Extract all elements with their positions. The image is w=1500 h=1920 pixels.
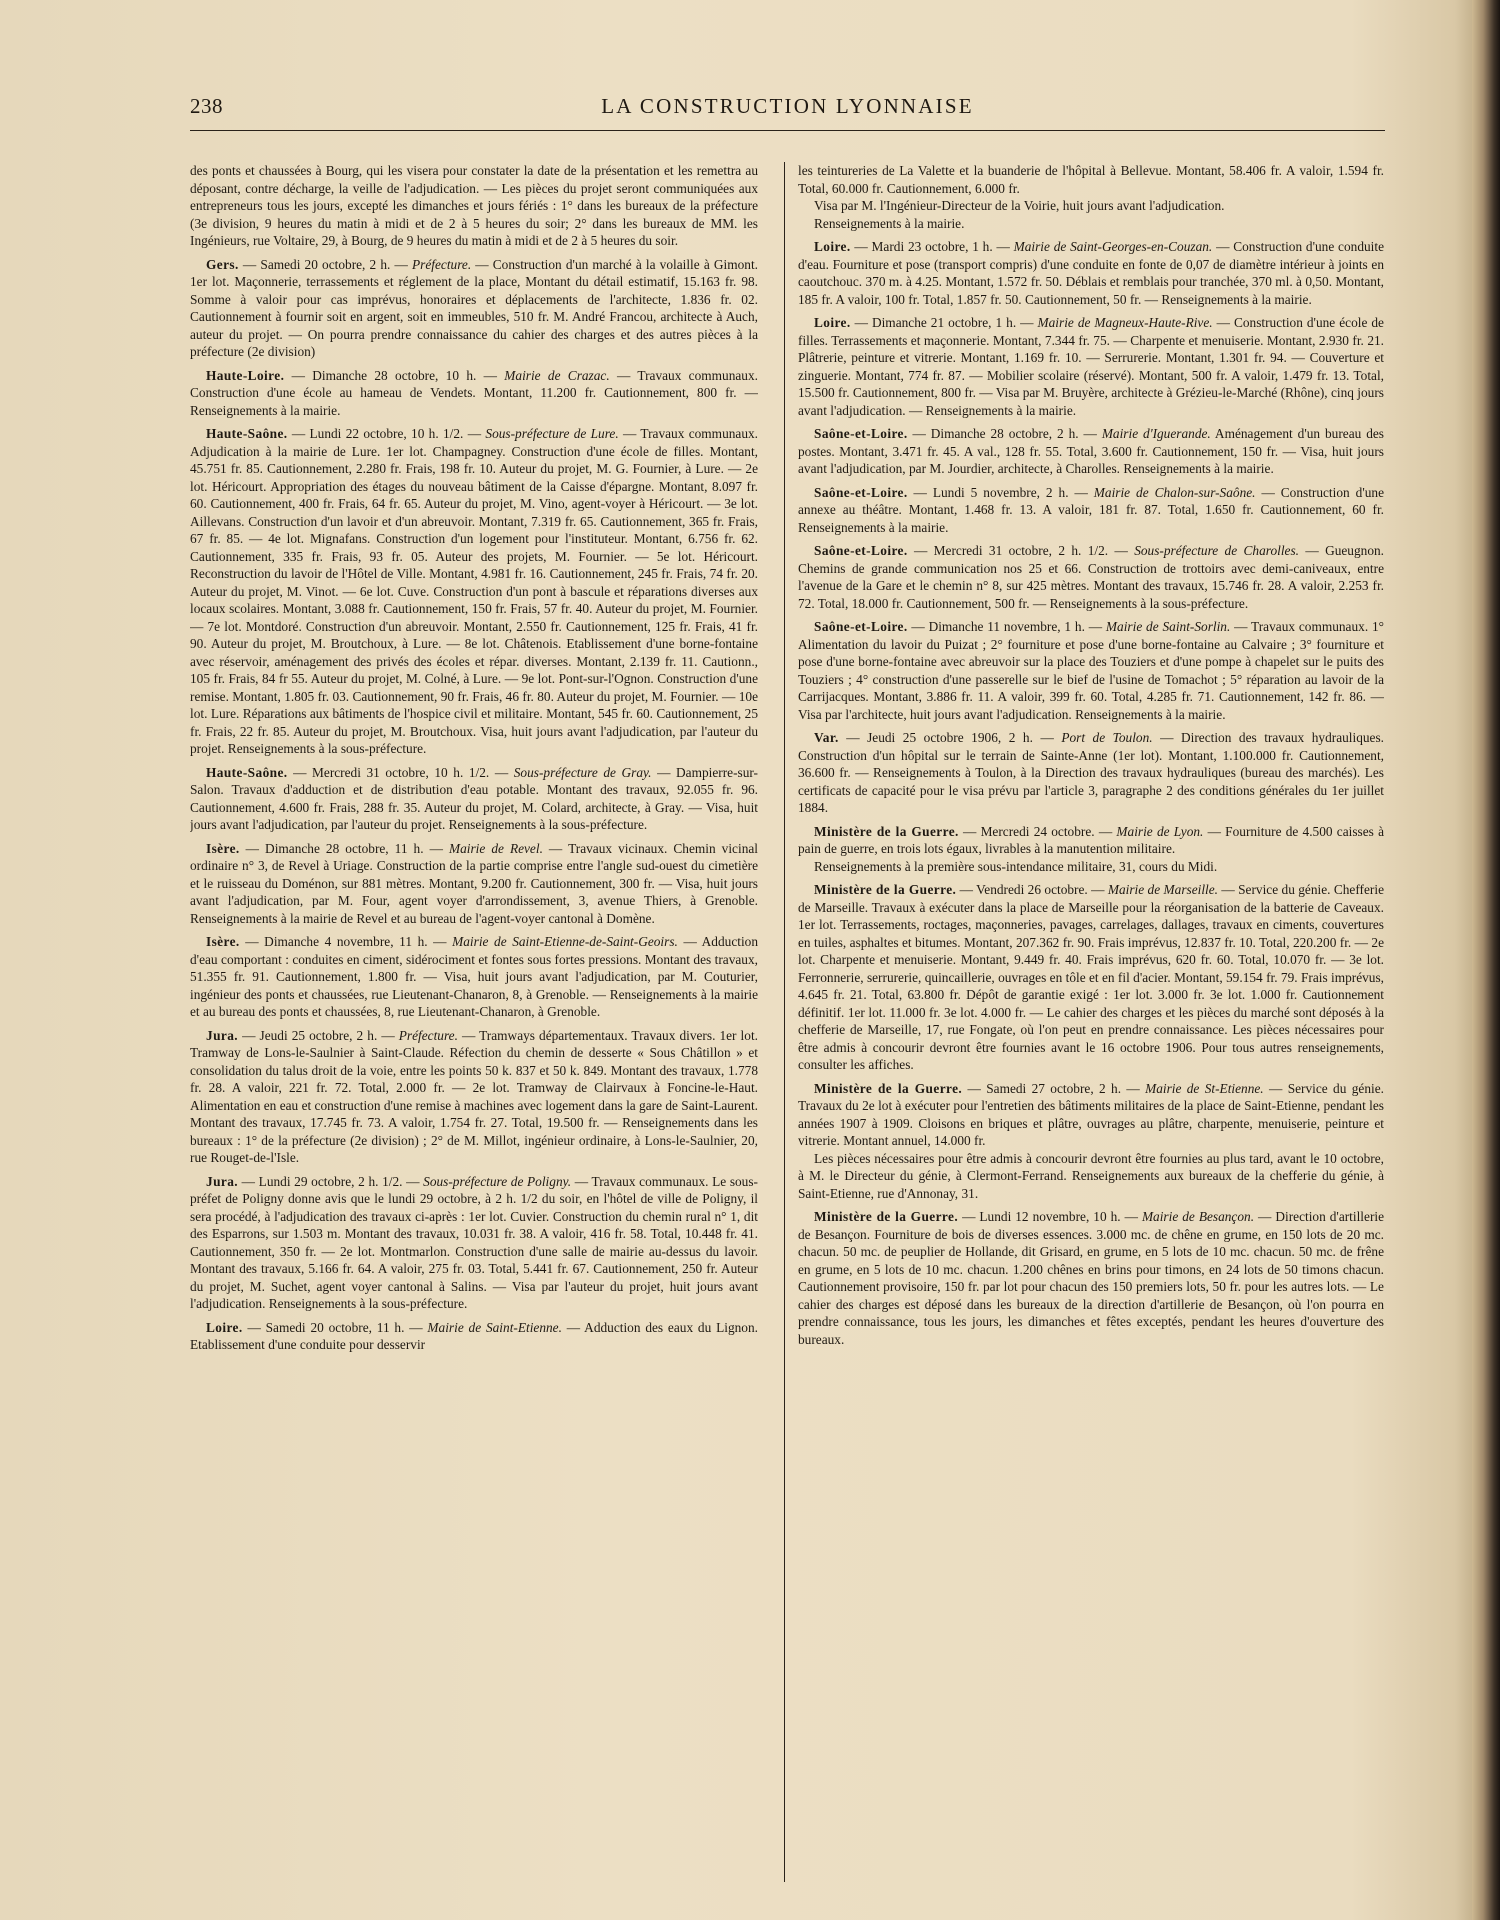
notice-text: — Travaux communaux. Adjudication à la mairie de Lure. 1er lot. Champagney. Construction d'une école de filles. Montant, 45.751 fr. 85. Cautionnement, 2.280 fr. Frais, 198 fr. 10. Auteur du projet, M. G. Fournier, à Lure. — 2e lot. Héricourt. Appropriation des étages du nouveau bâtiment de la Caisse d'épargne. Montant, 8.097 fr. 60. Cautionnement, 400 fr. Frais, 64 fr. 65. Auteur du projet, M. Vino, agent-voyer à Héricourt. — 3e lot. Aillevans. Construction d'un lavoir et d'un abreuvoir. Montant, 7.319 fr. 65. Cautionnement, 365 fr. Frais, 67 fr. 85. — 4e lot. Mignafans. Construction d'un logement pour l'instituteur. Montant, 6.756 fr. 62. Cautionnement, 335 fr. Frais, 93 fr. 05. Auteur des projets, M. Fournier. — 5e lot. Héricourt. Reconstruction du lavoir de l'Hôtel de Ville. Montant, 4.981 fr. 16. Cautionnement, 245 fr. Frais, 74 fr. 20. Auteur du projet, M. Vinot. — 6e lot. Cuve. Construction d'un pont à bascule et réparations diverses aux locaux scolaires. Montant, 3.088 fr. Cautionnement, 150 fr. Frais, 57 fr. 40. Auteur du projet, M. Fournier. — 7e lot. Montdoré. Construction d'un abreuvoir. Montant, 2.550 fr. Cautionnement, 125 fr. Frais, 41 fr. 90. Auteur du projet, M. Broutchoux, à Lure. — 8e lot. Châtenois. Etablissement d'une borne-fontaine avec réservoir, aménagement des privés des écoles et répar. diverses. Montant, 2.139 fr. 11. Cautionn., 105 fr. Frais, 84 fr 55. Auteur du projet, M. Colné, à Lure. — 9e lot. Pont-sur-l'Ognon. Construction d'une remise. Montant, 1.805 fr. 03. Cautionnement, 90 fr. Frais, 46 fr. 80. Auteur du projet, M. Fournier. — 10e lot. Lure. Réparations aux bâtiments de l'hospice civil et militaire. Montant, 545 fr. 60. Cautionnement, 25 fr. Frais, 22 fr. 85. Auteur du projet, M. Broutchoux. Visa, huit jours avant l'adjudication, par l'auteur du projet. Renseignements à la sous-préfecture. xyxy=(190,426,758,756)
notice-date: — Jeudi 25 octobre 1906, 2 h. — xyxy=(838,730,1062,745)
left-column xyxy=(190,162,758,1902)
notice-paragraph xyxy=(190,367,758,420)
notice-paragraph xyxy=(190,764,758,834)
notice-text: — Fourniture de 4.500 caisses à pain de guerre, en trois lots égaux, livrables à la manutention militaire. xyxy=(798,823,1384,856)
notice-date: — Dimanche 28 octobre, 11 h. — xyxy=(239,840,449,856)
notice-region: Ministère de la Guerre. xyxy=(814,1209,959,1224)
notice-venue: Mairie de Revel. xyxy=(448,840,543,856)
page-number: 238 xyxy=(190,94,223,118)
notice-date: — Lundi 22 octobre, 10 h. 1/2. — xyxy=(287,426,486,441)
notice-region: Jura. xyxy=(206,1027,239,1043)
notice-text: Les pièces nécessaires pour être admis à concourir devront être fournies au plus tard, avant le 10 octobre, à M. le Directeur du génie, à Clermont-Ferrand. Renseignements aux bureaux de la chefferie du génie, à Saint-Etienne, rue d'Annonay, 31. xyxy=(798,1150,1384,1201)
notice-region: Haute-Saône. xyxy=(206,426,288,441)
notice-venue: Mairie de Chalon-sur-Saône. xyxy=(1093,484,1256,500)
notice-text: — Tramways départementaux. Travaux divers. 1er lot. Tramway de Lons-le-Saulnier à Saint-Claude. Réfection du chemin de desserte « Sous Châtillon » et consolidation du talus droit de la voie, entre les points 50 k. 837 et 50 k. 849. Montant des travaux, 1.778 fr. 28. A valoir, 221 fr. 72. Total, 2.000 fr. — 2e lot. Tramway de Clairvaux à Foncine-le-Haut. Alimentation en eau et construction d'une remise à machines avec logement dans la gare de Saint-Laurent. Montant des travaux, 17.745 fr. 73. A valoir, 1.754 fr. 27. Total, 19.500 fr. — Renseignements dans les bureaux : 1° de la préfecture (2e division) ; 2° de M. Millot, ingénieur ordinaire, à Lons-le-Saulnier, 20, rue Rouget-de-l'Isle. xyxy=(190,1027,758,1165)
notice-date: — Jeudi 25 octobre, 2 h. — xyxy=(238,1027,399,1043)
notice-region: Ministère de la Guerre. xyxy=(814,882,957,897)
notice-date: — Mardi 23 octobre, 1 h. — xyxy=(850,239,1014,254)
notice-date: — Dimanche 28 octobre, 10 h. — xyxy=(284,367,505,383)
notice-paragraph xyxy=(190,933,758,1021)
book-spine-shadow xyxy=(1472,0,1500,1920)
notice-region: Isère. xyxy=(206,934,240,949)
notice-venue: Mairie de Saint-Georges-en-Couzan. xyxy=(1013,239,1213,254)
notice-region: Ministère de la Guerre. xyxy=(814,823,959,839)
notice-region: Loire. xyxy=(206,1319,243,1335)
notice-region: Saône-et-Loire. xyxy=(814,619,908,634)
notice-paragraph xyxy=(190,1173,758,1313)
notice-venue: Mairie de Saint-Sorlin. xyxy=(1105,619,1231,634)
notice-venue: Mairie de Besançon. xyxy=(1141,1209,1255,1224)
notice-paragraph xyxy=(190,425,758,758)
notice-paragraph xyxy=(798,618,1384,723)
notice-region: Saône-et-Loire. xyxy=(814,426,908,441)
notice-venue: Sous-préfecture de Gray. xyxy=(513,764,652,780)
notice-date: — Vendredi 26 octobre. — xyxy=(956,882,1108,897)
notice-date: — Mercredi 31 octobre, 2 h. 1/2. — xyxy=(907,543,1135,558)
notice-paragraph xyxy=(798,881,1384,1074)
notice-venue: Sous-préfecture de Poligny. xyxy=(423,1173,572,1189)
notice-paragraph xyxy=(798,215,1384,233)
notice-text: — Service du génie. Chefferie de Marseille. Travaux à exécuter dans la place de Marseille pour la réorganisation de la batterie de Caveaux. 1er lot. Terrassements, roctages, maçonneries, pavages, carrelages, dallages, travaux en ciments, couvertures en tuiles, asphaltes et bitumes. Montant, 207.362 fr. 90. Frais imprévus, 12.837 fr. 10. Total, 220.200 fr. — 2e lot. Charpente et menuiserie. Montant, 9.449 fr. 40. Frais imprévus, 620 fr. 60. Total, 10.070 fr. — 3e lot. Ferronnerie, serrurerie, quincaillerie, ouvrages en tôle et en fil d'acier. Montant, 59.154 fr. 79. Frais imprévus, 4.645 fr. 21. Total, 63.800 fr. Dépôt de garantie exigé : 1er lot. 3.000 fr. 3e lot. 1.000 fr. Cautionnement définitif. 1er lot. 11.000 fr. 3e lot. 4.000 fr. — Le cahier des charges et les pièces du marché sont déposés à la chefferie de Marseille, 17, rue Fongate, où l'on peut en prendre connaissance. Les pièces nécessaires pour être admis à concourir devront être fournies avant le 16 octobre 1906. Pour tous autres renseignements, consulter les affiches. xyxy=(798,882,1384,1072)
notice-venue: Préfecture. xyxy=(398,1027,458,1043)
notice-region: Var. xyxy=(814,730,839,745)
notice-text: — Travaux communaux. Le sous-préfet de Poligny donne avis que le lundi 29 octobre, à 2 h. 1/2 du soir, en l'hôtel de ville de Poligny, il sera procédé, à l'adjudication des travaux ci-après : 1er lot. Cuvier. Construction du chemin rural n° 1, dit des Esparrons, sur 1.503 m. Montant des travaux, 10.031 fr. 38. A valoir, 416 fr. 58. Total, 10.448 fr. 41. Cautionnement, 350 fr. — 2e lot. Montmarlon. Construction d'une salle de mairie au-dessus du lavoir. Montant des travaux, 5.166 fr. 64. A valoir, 275 fr. 03. Total, 5.441 fr. 67. Cautionnement, 250 fr. Auteur du projet, M. Suchet, agent voyer cantonal à Salins. — Visa par l'auteur du projet, huit jours avant l'adjudication. Renseignements à la sous-préfecture. xyxy=(190,1173,758,1311)
notice-paragraph xyxy=(798,729,1384,817)
notice-date: — Lundi 12 novembre, 10 h. — xyxy=(958,1209,1142,1224)
notice-text: — Direction d'artillerie de Besançon. Fourniture de bois de diverses essences. 3.000 mc. de chêne en grume, en 150 lots de 20 mc. chacun. 50 mc. de peuplier de Hollande, dit Grisard, en grume, en 5 lots de 10 mc. chacun. 50 mc. de frêne en grume, en 5 lots de 10 mc. chacun. 1.200 chênes en brins pour timons, en 24 lots de 50 timons chacun. Cautionnement provisoire, 150 fr. par lot pour chacun des 150 premiers lots, 50 fr. pour les autres lots. — Le cahier des charges est déposé dans les bureaux de la direction d'artillerie de Besançon, où l'on pourra en prendre connaissance, tous les jours, les dimanches et fêtes exceptés, pendant les heures d'ouverture des bureaux. xyxy=(798,1209,1384,1347)
notice-region: Gers. xyxy=(206,256,239,272)
notice-paragraph xyxy=(798,1150,1384,1203)
notice-date: — Lundi 29 octobre, 2 h. 1/2. — xyxy=(238,1173,424,1189)
notice-paragraph xyxy=(798,197,1384,215)
notice-venue: Mairie d'Iguerande. xyxy=(1101,426,1211,441)
notice-date: — Mercredi 31 octobre, 10 h. 1/2. — xyxy=(287,764,514,780)
notice-region: Haute-Loire. xyxy=(206,367,285,383)
page-header xyxy=(190,88,1385,128)
notice-date: — Dimanche 4 novembre, 11 h. — xyxy=(239,934,453,949)
notice-text: Renseignements à la première sous-intendance militaire, 31, cours du Midi. xyxy=(814,858,1218,874)
notice-paragraph xyxy=(798,314,1384,419)
journal-title: LA CONSTRUCTION LYONNAISE xyxy=(601,94,974,118)
notice-region: Loire. xyxy=(814,315,851,330)
notice-paragraph xyxy=(798,823,1384,858)
notice-venue: Mairie de Saint-Etienne. xyxy=(427,1319,562,1335)
notice-paragraph xyxy=(798,162,1384,197)
notice-date: — Mercredi 24 octobre. — xyxy=(958,823,1117,839)
notice-text: — Direction des travaux hydrauliques. Construction d'un hôpital sur le terrain de Sainte-Anne (1er lot). Montant, 1.100.000 fr. Cautionnement, 36.600 fr. — Renseignements à Toulon, à la Direction des travaux hydrauliques (bureau des marchés). Les certificats de capacité pour le visa prévu par l'article 3, paragraphe 2 des conditions générales du 1er juillet 1884. xyxy=(798,730,1384,815)
notice-paragraph xyxy=(798,1080,1384,1150)
notice-venue: Mairie de Marseille. xyxy=(1107,882,1219,897)
notice-venue: Mairie de Crazac. xyxy=(504,367,610,383)
notice-paragraph xyxy=(190,1319,758,1354)
notice-date: — Dimanche 11 novembre, 1 h. — xyxy=(907,619,1106,634)
notice-paragraph xyxy=(798,542,1384,612)
notice-venue: Préfecture. xyxy=(412,256,472,272)
notice-date: — Dimanche 28 octobre, 2 h. — xyxy=(907,426,1102,441)
notice-text: — Gueugnon. Chemins de grande communication nos 25 et 66. Construction de trottoirs avec demi-caniveaux, entre l'avenue de la Gare et le chemin n° 8, sur 425 mètres. Montant des travaux, 15.746 fr. 28. A valoir, 2.253 fr. 72. Total, 18.000 fr. Cautionnement, 500 fr. — Renseignements à la sous-préfecture. xyxy=(798,543,1384,611)
notice-date: — Samedi 27 octobre, 2 h. — xyxy=(962,1080,1146,1096)
notice-date: — Samedi 20 octobre, 11 h. — xyxy=(242,1319,428,1335)
notice-venue: Mairie de Lyon. xyxy=(1116,823,1204,839)
notice-text: — Service du génie. Travaux du 2e lot à exécuter pour l'entretien des bâtiments militaires de la place de Saint-Etienne, pendant les années 1907 à 1909. Cloisons en briques et plâtre, ouvrages au plâtre, charpente, menuiserie, peinture et vitrerie. Montant annuel, 14.000 fr. xyxy=(798,1080,1384,1148)
notice-region: Ministère de la Guerre. xyxy=(814,1080,963,1096)
notice-venue: Port de Toulon. xyxy=(1061,730,1153,745)
notice-text: — Dampierre-sur-Salon. Travaux d'adduction et de distribution d'eau potable. Montant des travaux, 92.055 fr. 96. Cautionnement, 4.600 fr. Frais, 288 fr. 35. Auteur du projet, M. Colard, architecte, à Gray. — Visa, huit jours avant l'adjudication, par l'auteur du projet. Renseignements à la sous-préfecture. xyxy=(190,764,758,832)
notice-date: — Dimanche 21 octobre, 1 h. — xyxy=(850,315,1038,330)
notice-text: — Construction d'une conduite d'eau. Fourniture et pose (transport compris) d'une conduite en fonte de 0,07 de diamètre intérieur à joints en caoutchouc. 370 m. à 4.25. Montant, 1.572 fr. 50. Déblais et remblais pour tranchée, 370 ml. à 0,50. Montant, 185 fr. A valoir, 100 fr. Total, 1.857 fr. 50. Cautionnement, 50 fr. — Renseignements à la mairie. xyxy=(798,239,1384,307)
notice-venue: Sous-préfecture de Charolles. xyxy=(1134,543,1299,558)
header-rule xyxy=(190,130,1385,131)
notice-region: Saône-et-Loire. xyxy=(814,484,908,500)
notice-text: Renseignements à la mairie. xyxy=(814,215,965,231)
notice-paragraph xyxy=(190,840,758,928)
notice-paragraph xyxy=(798,484,1384,537)
notice-paragraph xyxy=(190,256,758,361)
right-column xyxy=(798,162,1384,1902)
notice-text: — Construction d'une annexe au théâtre. Montant, 1.468 fr. 13. A valoir, 181 fr. 87. Total, 1.650 fr. Cautionnement, 60 fr. Renseignements à la mairie. xyxy=(798,484,1384,535)
notice-region: Saône-et-Loire. xyxy=(814,543,908,558)
notice-venue: Mairie de Saint-Etienne-de-Saint-Geoirs. xyxy=(452,934,678,949)
notice-venue: Sous-préfecture de Lure. xyxy=(485,426,619,441)
notice-text: Aménagement d'un bureau des postes. Montant, 3.471 fr. 45. A val., 128 fr. 55. Total, 3.600 fr. Cautionnement, 150 fr. — Visa, huit jours avant l'adjudication, par M. Jourdier, architecte, à Charolles. Renseignements à la mairie. xyxy=(798,426,1384,476)
notice-venue: Mairie de Magneux-Haute-Rive. xyxy=(1037,315,1213,330)
notice-text: — Travaux communaux. 1° Alimentation du lavoir du Puizat ; 2° fourniture et pose d'une borne-fontaine au Calvaire ; 3° fourniture et pose d'une borne-fontaine avec abreuvoir sur la place des Touziers et d'une pompe à chapelet sur le puits des Touziers ; 4° construction d'une passerelle sur le bief de l'usine de Tomachot ; 5° réparation au lavoir de la Carrijacques. Montant, 3.886 fr. 11. A valoir, 399 fr. 60. Total, 4.285 fr. 71. Cautionnement, 142 fr. 86. — Visa par l'architecte, huit jours avant l'adjudication. Renseignements à la mairie. xyxy=(798,619,1384,722)
notice-paragraph xyxy=(798,1208,1384,1348)
notice-text: des ponts et chaussées à Bourg, qui les visera pour constater la date de la présentation et les remettra au déposant, contre décharge, la veille de l'adjudication. — Les pièces du projet seront communiquées aux entrepreneurs tous les jours, excepté les dimanches et jours fériés : 1° dans les bureaux de la préfecture (3e division, 9 heures du matin à midi et de 2 à 5 heures du soir; 2° dans les bureaux de MM. les Ingénieurs, rue Voltaire, 29, à Bourg, de 9 heures du matin à midi et de 2 à 5 heures du soir. xyxy=(190,163,758,248)
column-divider xyxy=(784,162,785,1882)
notice-paragraph xyxy=(798,425,1384,478)
notice-text: — Construction d'un marché à la volaille à Gimont. 1er lot. Maçonnerie, terrassements et réglement de la place, Montant du détail estimatif, 15.163 fr. 98. Somme à valoir pour cas imprévus, honoraires et déplacements de l'architecte, 1.836 fr. 02. Cautionnement à fournir soit en argent, soit en immeubles, 510 fr. M. André Francou, architecte à Auch, auteur du projet. — On pourra prendre connaissance du cahier des charges et des autres pièces à la préfecture (2e division) xyxy=(190,256,758,359)
notice-paragraph xyxy=(798,858,1384,876)
notice-region: Haute-Saône. xyxy=(206,764,288,780)
notice-text: Visa par M. l'Ingénieur-Directeur de la Voirie, huit jours avant l'adjudication. xyxy=(814,198,1225,213)
notice-text: — Construction d'une école de filles. Terrassements et maçonnerie. Montant, 7.344 fr. 75. — Charpente et menuiserie. Montant, 2.930 fr. 21. Plâtrerie, peinture et vitrerie. Montant, 1.169 fr. 10. — Serrurerie. Montant, 1.301 fr. 94. — Couverture et zinguerie. Montant, 774 fr. 87. — Mobilier scolaire (réservé). Montant, 500 fr. A valoir, 1.479 fr. 13. Total, 15.500 fr. Cautionnement, 800 fr. — Visa par M. Bruyère, architecte à Grézieu-le-Marché (Rhône), cinq jours avant l'adjudication. — Renseignements à la mairie. xyxy=(798,315,1384,418)
notice-date: — Lundi 5 novembre, 2 h. — xyxy=(907,484,1094,500)
notice-text: — Travaux vicinaux. Chemin vicinal ordinaire n° 3, de Revel à Uriage. Construction de la partie comprise entre l'angle sud-ouest du cimetière et le ruisseau du Doménon, sur 881 mètres. Montant, 9.200 fr. Cautionnement, 300 fr. — Visa, huit jours avant l'adjudication, par M. Four, agent voyer d'arrondissement, 3, avenue Thiers, à Grenoble. Renseignements à la mairie de Revel et au bureau de l'agent-voyer cantonal à Domène. xyxy=(190,840,758,926)
notice-region: Jura. xyxy=(206,1173,239,1189)
notice-text: — Travaux communaux. Construction d'une école au hameau de Vendets. Montant, 11.200 fr. Cautionnement, 800 fr. — Renseignements à la mairie. xyxy=(190,367,758,418)
notice-text: — Adduction d'eau comportant : conduites en ciment, sidérociment et fontes sous fortes pressions. Montant des travaux, 51.355 fr. 91. Cautionnement, 1.800 fr. — Visa, huit jours avant l'adjudication, par M. Couturier, ingénieur des ponts et chaussées, rue Lieutenant-Chanaron, 8, à Grenoble. — Renseignements à la mairie et au bureau des ponts et chaussées, 8, rue Lieutenant-Chanaron, à Grenoble. xyxy=(190,934,758,1019)
notice-region: Isère. xyxy=(206,840,240,856)
notice-text: les teintureries de La Valette et la buanderie de l'hôpital à Bellevue. Montant, 58.406 fr. A valoir, 1.594 fr. Total, 60.000 fr. Cautionnement, 6.000 fr. xyxy=(798,163,1384,196)
notice-text: — Adduction des eaux du Lignon. Etablissement d'une conduite pour desservir xyxy=(190,1319,758,1352)
notice-paragraph xyxy=(190,162,758,250)
notice-venue: Mairie de St-Etienne. xyxy=(1145,1080,1264,1096)
notice-date: — Samedi 20 octobre, 2 h. — xyxy=(238,256,412,272)
notice-region: Loire. xyxy=(814,239,851,254)
notice-paragraph xyxy=(190,1027,758,1167)
notice-paragraph xyxy=(798,238,1384,308)
